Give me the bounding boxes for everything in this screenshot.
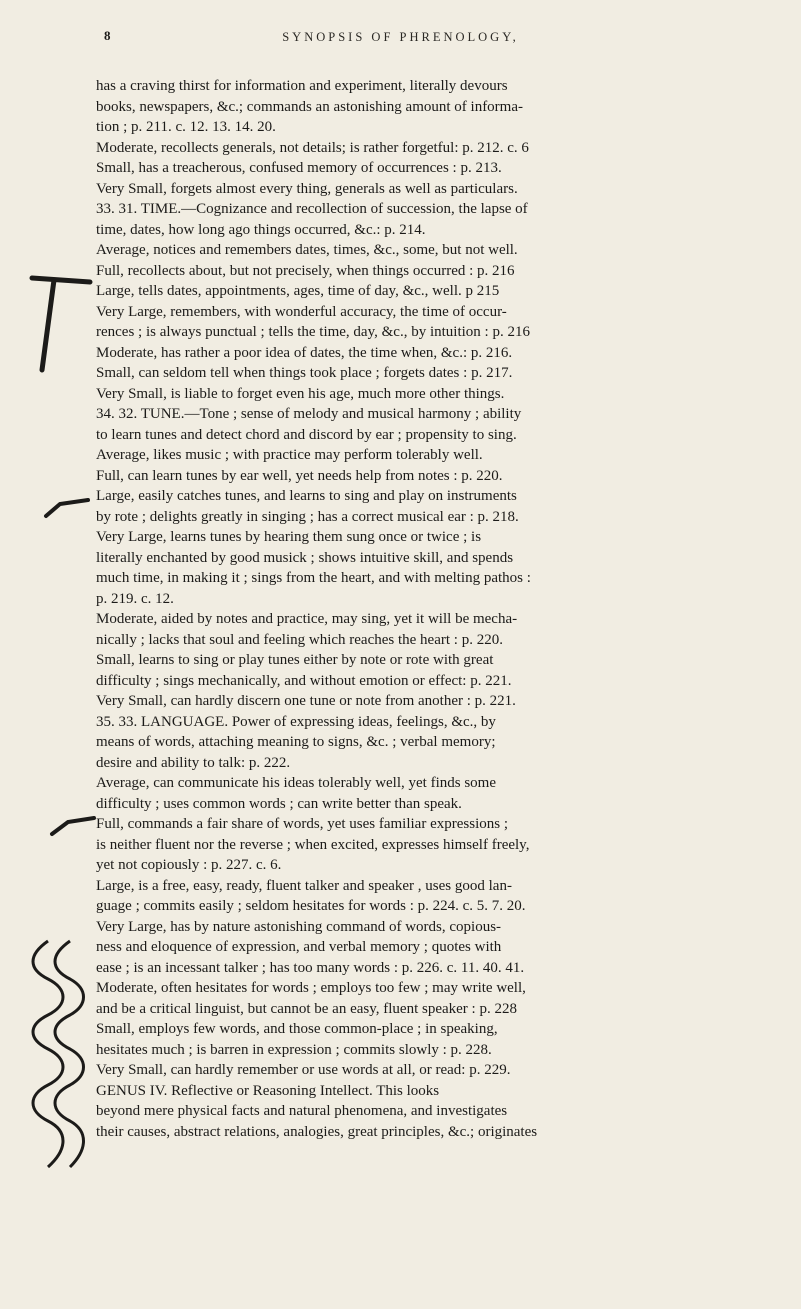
text-line: means of words, attaching meaning to signs, &c. ; verbal memory; [96,734,496,750]
text-line: Large, tells dates, appointments, ages, time of day, &c., well. p 215 [96,283,500,299]
text-line: their causes, abstract relations, analogies, great principles, &c.; originates [96,1123,538,1140]
text-line: yet not copiously : p. 227. c. 6. [96,857,282,873]
text-line: Very Large, remembers, with wonderful accuracy, the time of occur- [96,303,507,320]
text-line: beyond mere physical facts and natural phenomena, and investigates [96,1103,508,1119]
text-line: Moderate, aided by notes and practice, may sing, yet it will be mecha- [96,611,518,627]
margin-scroll-mark [18,935,90,1175]
text-line: rences ; is always punctual ; tells the time, day, &c., by intuition : p. 216 [96,324,530,340]
text-line: Full, can learn tunes by ear well, yet needs help from notes : p. 220. [96,467,503,484]
text-line: Very Small, forgets almost every thing, generals as well as particulars. [96,180,518,197]
text-line: Small, learns to sing or play tunes either by note or rote with great [96,652,494,668]
text-line: Average, notices and remembers dates, times, &c., some, but not well. [96,242,518,258]
text-line: Small, can seldom tell when things took place ; forgets dates : p. 217. [96,365,513,381]
margin-arrow-mark [40,492,90,520]
text-line: literally enchanted by good musick ; shows intuitive skill, and spends [96,549,514,566]
text-line: is neither fluent nor the reverse ; when excited, expresses himself freely, [96,836,530,853]
text-line: difficulty ; uses common words ; can write better than speak. [96,795,462,812]
section-heading-language: 35. 33. LANGUAGE. Power of expressing ideas, feelings, &c., by [96,713,496,730]
running-head: SYNOPSIS OF PHRENOLOGY, [282,30,519,44]
text-line: much time, in making it ; sings from the heart, and with melting pathos : [96,570,531,586]
text-line: Average, likes music ; with practice may perform tolerably well. [96,447,483,463]
text-line: Very Small, can hardly remember or use words at all, or read: p. 229. [96,1062,511,1078]
section-heading-tune: 34. 32. TUNE.—Tone ; sense of melody and musical harmony ; ability [96,406,522,422]
section-heading-genus-iv: GENUS IV. Reflective or Reasoning Intellect. This looks [96,1082,440,1099]
text-line: Large, easily catches tunes, and learns to sing and play on instruments [96,488,517,504]
text-line: Full, commands a fair share of words, yet uses familiar expressions ; [96,816,508,832]
text-line: ness and eloquence of expression, and verbal memory ; quotes with [96,939,502,955]
text-line: Small, has a treacherous, confused memory of occurrences : p. 213. [96,160,502,176]
page-number: 8 [104,28,111,43]
text-line: Large, is a free, easy, ready, fluent talker and speaker , uses good lan- [96,877,512,894]
text-line: desire and ability to talk: p. 222. [96,754,291,771]
text-line: tion ; p. 211. c. 12. 13. 14. 20. [96,119,276,135]
text-line: has a craving thirst for information and experiment, literally devours [96,78,508,94]
section-heading-time: 33. 31. TIME.—Cognizance and recollection of succession, the lapse of [96,201,528,217]
text-line: time, dates, how long ago things occurred, &c.: p. 214. [96,221,426,238]
text-line: and be a critical linguist, but cannot be an easy, fluent speaker : p. 228 [96,1000,517,1017]
text-line: Average, can communicate his ideas tolerably well, yet finds some [96,775,497,791]
text-line: Full, recollects about, but not precisely, when things occurred : p. 216 [96,262,515,279]
text-line: Moderate, often hesitates for words ; employs too few ; may write well, [96,980,526,996]
text-line: Very Small, can hardly discern one tune or note from another : p. 221. [96,693,516,709]
text-line: Moderate, recollects generals, not details; is rather forgetful: p. 212. c. 6 [96,139,529,156]
text-line: hesitates much ; is barren in expression ; commits slowly : p. 228. [96,1041,492,1058]
text-line: Small, employs few words, and those common-place ; in speaking, [96,1021,498,1037]
text-line: guage ; commits easily ; seldom hesitates for words : p. 224. c. 5. 7. 20. [96,898,526,914]
margin-arrow-mark [46,812,96,840]
text-line: Very Large, learns tunes by hearing them sung once or twice ; is [96,529,482,545]
text-line: to learn tunes and detect chord and discord by ear ; propensity to sing. [96,426,517,443]
text-line: Very Large, has by nature astonishing command of words, copious- [96,918,502,935]
text-line: difficulty ; sings mechanically, and without emotion or effect: p. 221. [96,672,512,689]
margin-bracket-mark [24,270,94,380]
text-line: nically ; lacks that soul and feeling which reaches the heart : p. 220. [96,631,503,648]
text-line: p. 219. c. 12. [96,590,174,607]
text-line: Very Small, is liable to forget even his age, much more other things. [96,385,505,402]
body-text [96,76,764,1142]
text-line: Moderate, has rather a poor idea of dates, the time when, &c.: p. 216. [96,344,513,361]
text-line: by rote ; delights greatly in singing ; has a correct musical ear : p. 218. [96,508,519,525]
text-line: ease ; is an incessant talker ; has too many words : p. 226. c. 11. 40. 41. [96,959,525,976]
text-line: books, newspapers, &c.; commands an astonishing amount of informa- [96,98,524,115]
